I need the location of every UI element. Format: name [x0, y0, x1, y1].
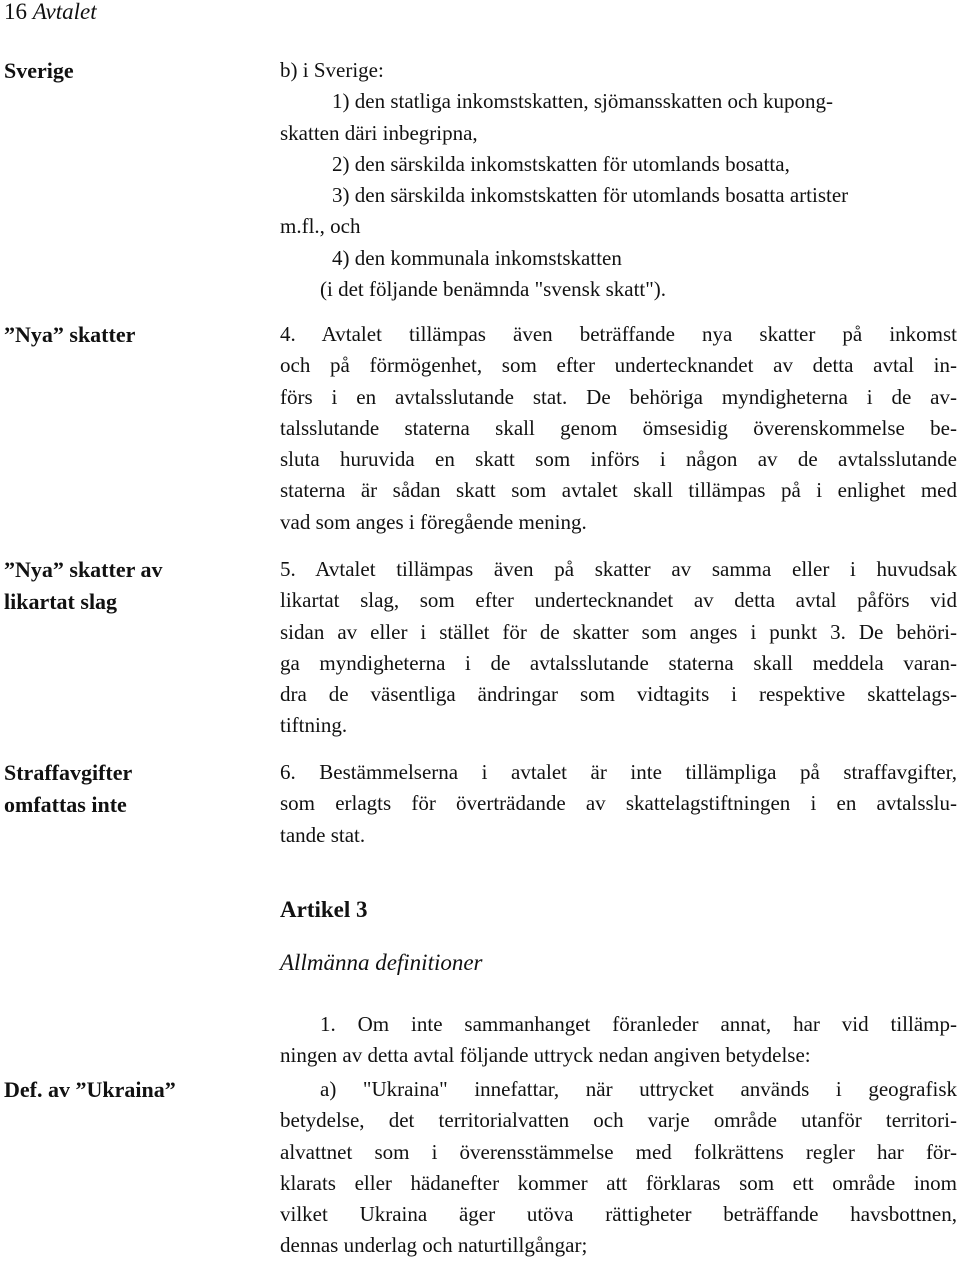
text-line: 5. Avtalet tillämpas även på skatter av samma eller i huvudsak — [280, 557, 957, 581]
margin-note-nya-skatter: ”Nya” skatter — [4, 322, 136, 347]
text-line: 4. Avtalet tillämpas även beträffande nya skatter på inkomst — [280, 322, 957, 346]
text-line: tiftning. — [280, 713, 348, 738]
text-line: vilket Ukraina äger utöva rättigheter beträffande havsbottnen, — [280, 1202, 957, 1227]
paragraph-5 — [280, 554, 957, 742]
list-intro: b) i Sverige: — [280, 58, 384, 82]
text-line: klarats eller hädanefter kommer att förklaras som ett område inom — [280, 1170, 957, 1195]
section-sverige-taxes — [280, 55, 957, 305]
text-line: alvattnet som i överensstämmelse med folkrättens regler har för- — [280, 1139, 957, 1164]
margin-note-straffavgifter: Straffavgifter omfattas inte — [4, 760, 133, 817]
list-item: 2) den särskilda inkomstskatten för utomlands bosatta, — [332, 151, 790, 176]
article-heading: Artikel 3 — [280, 897, 368, 922]
text-line: ga myndigheterna i de avtalsslutande staterna skall meddela varan- — [280, 650, 957, 675]
paragraph-4 — [280, 319, 957, 538]
text-line: som erlagts för överträdande av skattelagstiftningen i en avtalsslu- — [280, 791, 957, 816]
running-title: Avtalet — [32, 0, 97, 24]
list-note: (i det följande benämnda "svensk skatt"). — [320, 277, 667, 302]
list-item: 3) den särskilda inkomstskatten för utomlands bosatta artister — [332, 183, 849, 208]
text-line: vad som anges i föregående mening. — [280, 509, 587, 534]
text-line: 1. Om inte sammanhanget föranleder annat, har vid tillämp- — [320, 1012, 957, 1036]
text-line: talsslutande staterna skall genom ömsesidig överenskommelse be- — [280, 415, 957, 440]
text-line: 6. Bestämmelserna i avtalet är inte tillämpliga på straffavgifter, — [280, 760, 957, 784]
text-line: dennas underlag och naturtillgångar; — [280, 1233, 588, 1258]
article-subheading: Allmänna definitioner — [280, 950, 483, 975]
paragraph-6 — [280, 757, 957, 851]
list-item-continuation: skatten däri inbegripna, — [280, 120, 478, 145]
margin-note-sverige: Sverige — [4, 58, 74, 83]
text-line: sluta huruvida en skatt som införs i någon av de avtalsslutande — [280, 447, 957, 472]
list-item: 4) den kommunala inkomstskatten — [332, 245, 622, 270]
list-item: 1) den statliga inkomstskatten, sjömansskatten och kupong- — [332, 89, 834, 114]
page-header — [4, 0, 97, 24]
text-line: förs i en avtalsslutande stat. De behöriga myndigheterna i de av- — [280, 384, 957, 409]
text-line: tande stat. — [280, 822, 366, 847]
text-line: betydelse, det territorialvatten och varje område utanför territori- — [280, 1108, 957, 1133]
margin-note-def-ukraina: Def. av ”Ukraina” — [4, 1077, 176, 1102]
text-line: a) "Ukraina" innefattar, när uttrycket används i geografisk — [320, 1077, 957, 1101]
article-3-paragraph-1 — [280, 1009, 957, 1072]
text-line: ningen av detta avtal följande uttryck nedan angiven betydelse: — [280, 1043, 811, 1068]
article-3-item-a — [280, 1074, 957, 1262]
text-line: sidan av eller i stället för de skatter som anges i punkt 3. De behöri- — [280, 619, 957, 644]
text-line: dra de väsentliga ändringar som vidtagits i respektive skattelags- — [280, 682, 957, 707]
page-number: 16 — [4, 0, 27, 24]
text-line: staterna är sådan skatt som avtalet skall tillämpas på i enlighet med — [280, 478, 957, 503]
text-line: likartat slag, som efter undertecknandet av detta avtal påförs vid — [280, 588, 957, 613]
text-line: och på förmögenhet, som efter undertecknandet av detta avtal in- — [280, 353, 957, 378]
list-item-continuation: m.fl., och — [280, 214, 361, 239]
margin-note-nya-likartat: ”Nya” skatter av likartat slag — [4, 557, 163, 614]
